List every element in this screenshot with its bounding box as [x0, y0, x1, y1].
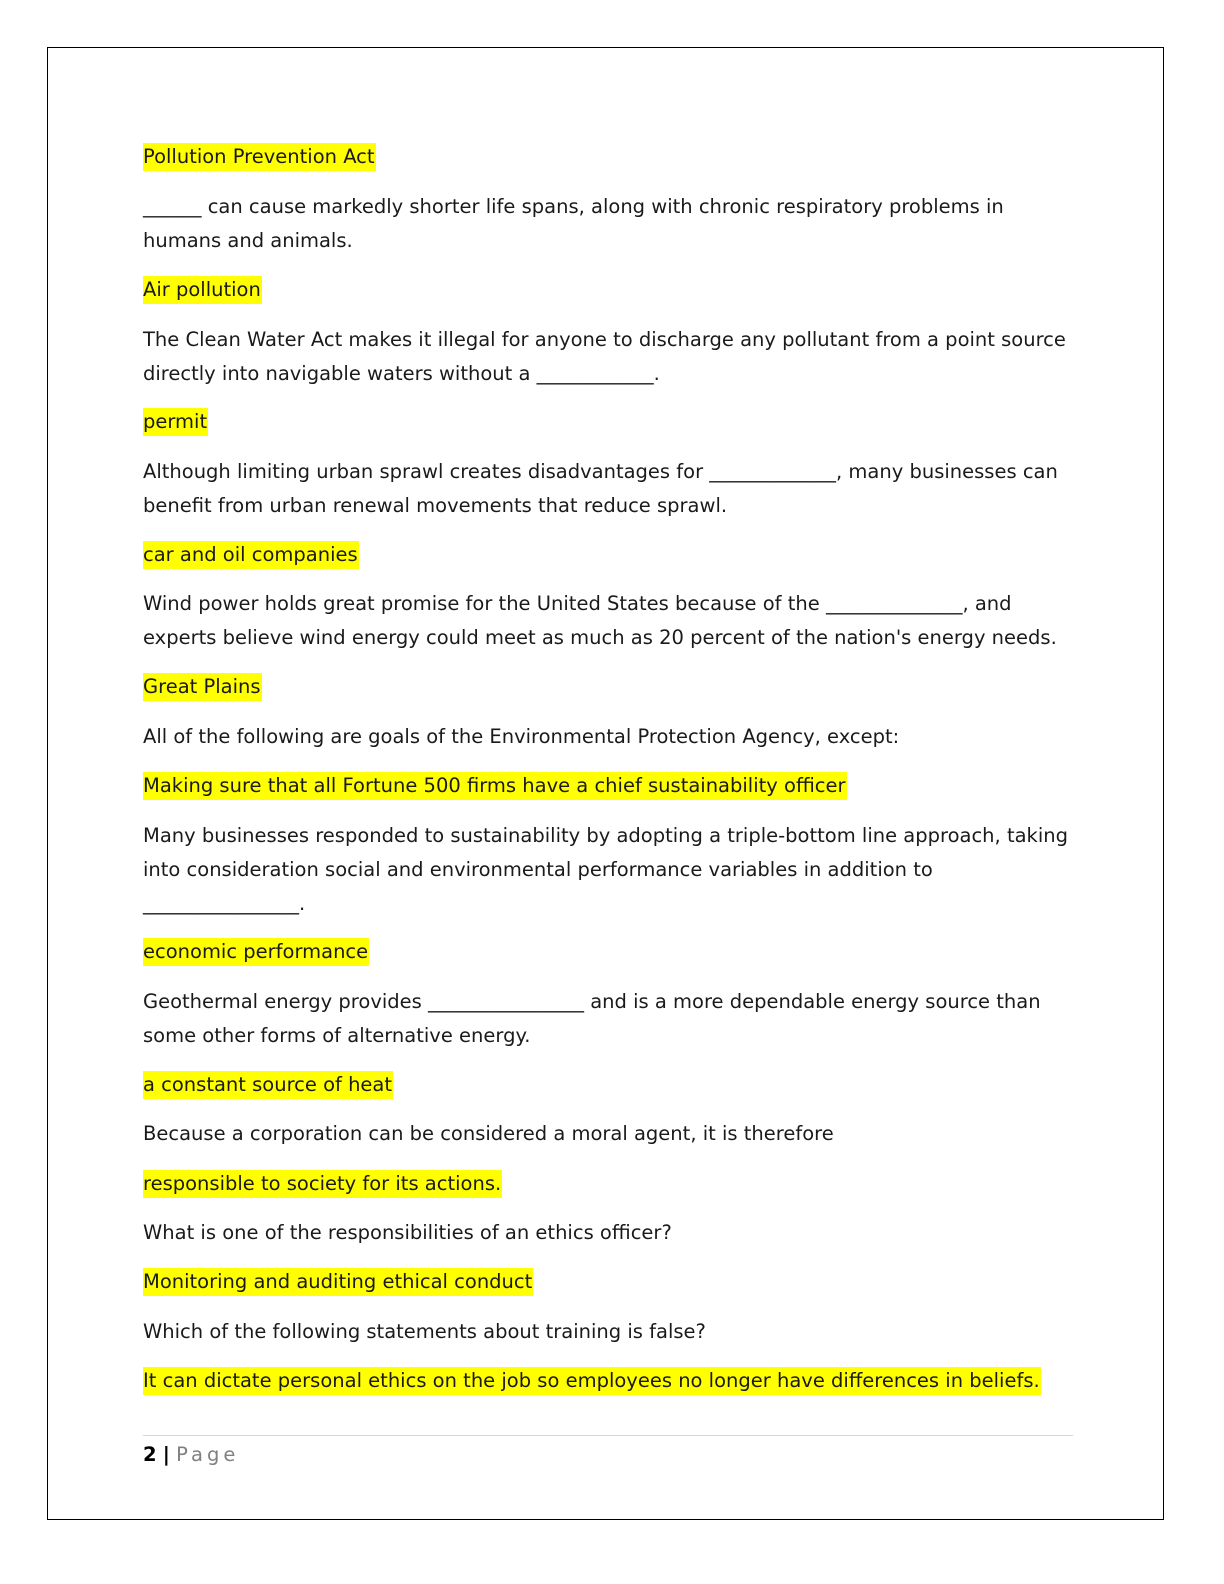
answer-2: Air pollution	[143, 273, 1073, 307]
answer-5: Great Plains	[143, 670, 1073, 704]
question-5: All of the following are goals of the Environmental Protection Agency, except:	[143, 725, 900, 748]
question-1: ______ can cause markedly shorter life spans, along with chronic respiratory problems in humans and animals.	[143, 195, 1004, 252]
page-number: 2	[143, 1443, 157, 1466]
answer-9: responsible to society for its actions.	[143, 1167, 1073, 1201]
question-10: Which of the following statements about training is false?	[143, 1320, 706, 1343]
question-6: Many businesses responded to sustainability by adopting a triple-bottom line approach, taking into consideration social and environmental performance variables in addition to ________________.	[143, 824, 1068, 915]
question-7: Geothermal energy provides ________________ and is a more dependable energy source than some other forms of alternative energy.	[143, 990, 1041, 1047]
question-9: What is one of the responsibilities of an ethics officer?	[143, 1221, 672, 1244]
page-label: Page	[176, 1443, 240, 1466]
answer-8: a constant source of heat	[143, 1068, 1073, 1102]
question-2: The Clean Water Act makes it illegal for anyone to discharge any pollutant from a point source directly into navigable waters without a ____________.	[143, 328, 1066, 385]
question-8: Because a corporation can be considered a moral agent, it is therefore	[143, 1122, 834, 1145]
answer-4: car and oil companies	[143, 538, 1073, 572]
answer-11: It can dictate personal ethics on the job so employees no longer have differences in beliefs.	[143, 1364, 1073, 1398]
answer-3: permit	[143, 405, 1073, 439]
question-3: Although limiting urban sprawl creates disadvantages for _____________, many businesses can benefit from urban renewal movements that reduce sprawl.	[143, 460, 1058, 517]
page-footer	[143, 1438, 239, 1472]
answer-7: economic performance	[143, 935, 1073, 969]
answer-10: Monitoring and auditing ethical conduct	[143, 1265, 1073, 1299]
answer-6: Making sure that all Fortune 500 firms have a chief sustainability officer	[143, 769, 1073, 803]
footer-separator: |	[162, 1443, 170, 1466]
footer-divider	[143, 1435, 1073, 1436]
answer-1: Pollution Prevention Act	[143, 140, 1073, 174]
question-4: Wind power holds great promise for the United States because of the ______________, and experts believe wind energy could meet as much as 20 percent of the nation's energy needs.	[143, 592, 1057, 649]
